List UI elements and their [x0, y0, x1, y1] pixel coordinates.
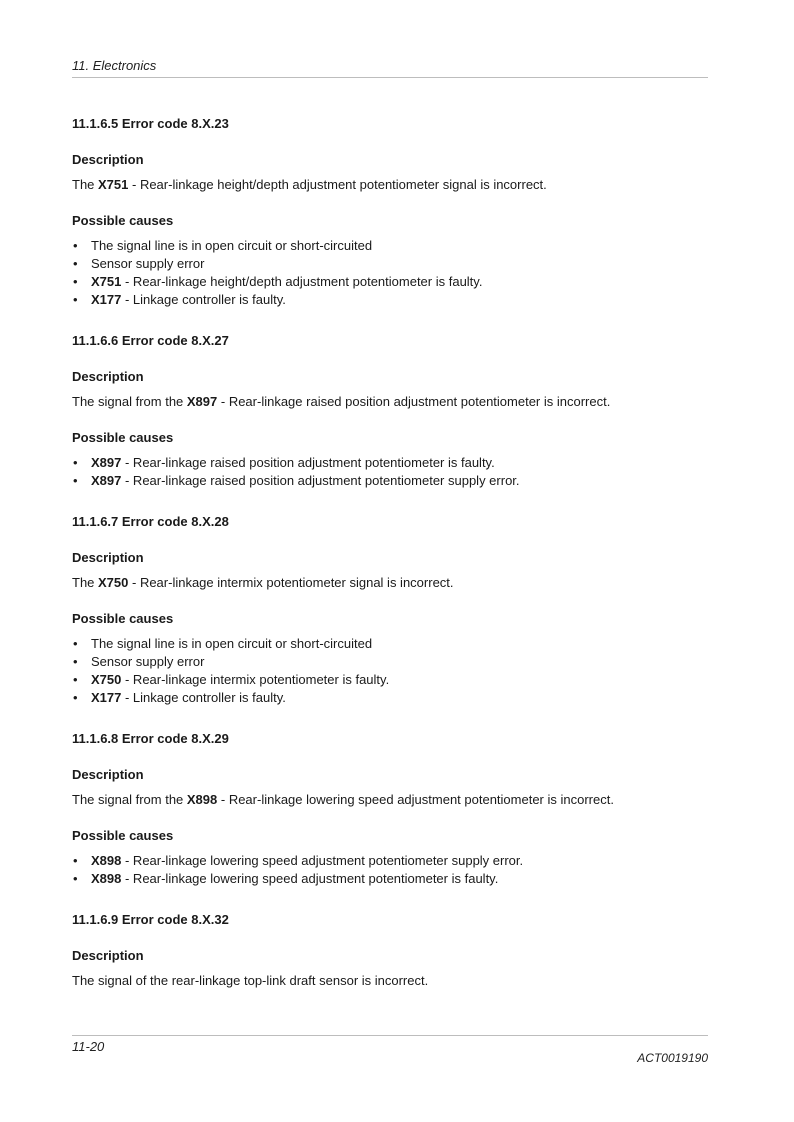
- cause-item: [72, 454, 712, 472]
- connector-code: X177: [91, 690, 122, 705]
- description-text: [72, 574, 712, 591]
- connector-code: X898: [91, 853, 122, 868]
- cause-item: [72, 255, 712, 273]
- connector-code: X897: [186, 394, 218, 409]
- description-heading: Description: [72, 369, 144, 384]
- description-text: [72, 972, 712, 989]
- bullet-icon: •: [73, 871, 78, 886]
- cause-text: The signal line is in open circuit or short-circuited: [91, 636, 373, 651]
- cause-text: Sensor supply error: [91, 654, 205, 669]
- error-section: [72, 116, 712, 309]
- cause-item: [72, 870, 712, 888]
- cause-item: [72, 472, 712, 490]
- cause-item: [72, 671, 712, 689]
- cause-text: - Rear-linkage raised position adjustment potentiometer supply error.: [121, 473, 520, 488]
- description-heading: Description: [72, 550, 144, 565]
- error-section: [72, 514, 712, 707]
- cause-item: [72, 635, 712, 653]
- section-title: 11.1.6.9 Error code 8.X.32: [72, 912, 229, 927]
- description-text: [72, 791, 712, 808]
- cause-text: - Linkage controller is faulty.: [121, 690, 286, 705]
- cause-text: - Rear-linkage lowering speed adjustment potentiometer supply error.: [121, 853, 524, 868]
- description-heading: Description: [72, 152, 144, 167]
- cause-text: - Rear-linkage height/depth adjustment potentiometer is faulty.: [121, 274, 483, 289]
- error-section: [72, 333, 712, 490]
- description-heading: Description: [72, 767, 144, 782]
- connector-code: X177: [91, 292, 122, 307]
- connector-code: X898: [91, 871, 122, 886]
- description-body: - Rear-linkage lowering speed adjustment potentiometer is incorrect.: [217, 792, 614, 807]
- bullet-icon: •: [73, 853, 78, 868]
- bullet-icon: •: [73, 274, 78, 289]
- cause-text: - Rear-linkage raised position adjustment potentiometer is faulty.: [121, 455, 495, 470]
- possible-causes-heading: Possible causes: [72, 611, 174, 626]
- bullet-icon: •: [73, 256, 78, 271]
- causes-list: [72, 237, 712, 309]
- cause-text: - Rear-linkage intermix potentiometer is faulty.: [121, 672, 390, 687]
- document-id: ACT0019190: [637, 1051, 708, 1065]
- description-body: - Rear-linkage raised position adjustment potentiometer is incorrect.: [217, 394, 611, 409]
- header-divider: [72, 77, 708, 78]
- cause-text: Sensor supply error: [91, 256, 205, 271]
- connector-code: X897: [91, 473, 122, 488]
- connector-code: X751: [98, 177, 129, 192]
- bullet-icon: •: [73, 654, 78, 669]
- cause-item: [72, 653, 712, 671]
- bullet-icon: •: [73, 672, 78, 687]
- description-text: [72, 176, 712, 193]
- bullet-icon: •: [73, 455, 78, 470]
- cause-text: - Linkage controller is faulty.: [121, 292, 286, 307]
- cause-item: [72, 237, 712, 255]
- description-prefix: The signal from the: [72, 394, 187, 409]
- possible-causes-heading: Possible causes: [72, 828, 174, 843]
- description-body: - Rear-linkage height/depth adjustment potentiometer signal is incorrect.: [128, 177, 547, 192]
- cause-text: - Rear-linkage lowering speed adjustment potentiometer is faulty.: [121, 871, 499, 886]
- cause-item: [72, 291, 712, 309]
- causes-list: [72, 852, 712, 888]
- causes-list: [72, 454, 712, 490]
- bullet-icon: •: [73, 473, 78, 488]
- section-title: 11.1.6.7 Error code 8.X.28: [72, 514, 229, 529]
- cause-item: [72, 273, 712, 291]
- causes-list: [72, 635, 712, 707]
- bullet-icon: •: [73, 238, 78, 253]
- document-body: [72, 116, 712, 1013]
- cause-item: [72, 852, 712, 870]
- description-prefix: The signal of the rear-linkage top-link draft sensor is incorrect.: [72, 973, 429, 988]
- connector-code: X751: [91, 274, 122, 289]
- connector-code: X898: [186, 792, 218, 807]
- cause-text: The signal line is in open circuit or short-circuited: [91, 238, 373, 253]
- section-title: 11.1.6.5 Error code 8.X.23: [72, 116, 229, 131]
- page-number: 11-20: [72, 1039, 105, 1054]
- description-heading: Description: [72, 948, 144, 963]
- connector-code: X750: [98, 575, 129, 590]
- connector-code: X897: [91, 455, 122, 470]
- bullet-icon: •: [73, 292, 78, 307]
- bullet-icon: •: [73, 636, 78, 651]
- description-text: [72, 393, 712, 410]
- footer-divider: [72, 1035, 708, 1036]
- section-title: 11.1.6.6 Error code 8.X.27: [72, 333, 229, 348]
- error-section: [72, 912, 712, 989]
- bullet-icon: •: [73, 690, 78, 705]
- possible-causes-heading: Possible causes: [72, 430, 174, 445]
- description-prefix: The: [72, 575, 99, 590]
- connector-code: X750: [91, 672, 122, 687]
- description-prefix: The signal from the: [72, 792, 187, 807]
- section-title: 11.1.6.8 Error code 8.X.29: [72, 731, 229, 746]
- chapter-header: 11. Electronics: [72, 58, 157, 73]
- description-body: - Rear-linkage intermix potentiometer signal is incorrect.: [128, 575, 454, 590]
- cause-item: [72, 689, 712, 707]
- possible-causes-heading: Possible causes: [72, 213, 174, 228]
- description-prefix: The: [72, 177, 99, 192]
- error-section: [72, 731, 712, 888]
